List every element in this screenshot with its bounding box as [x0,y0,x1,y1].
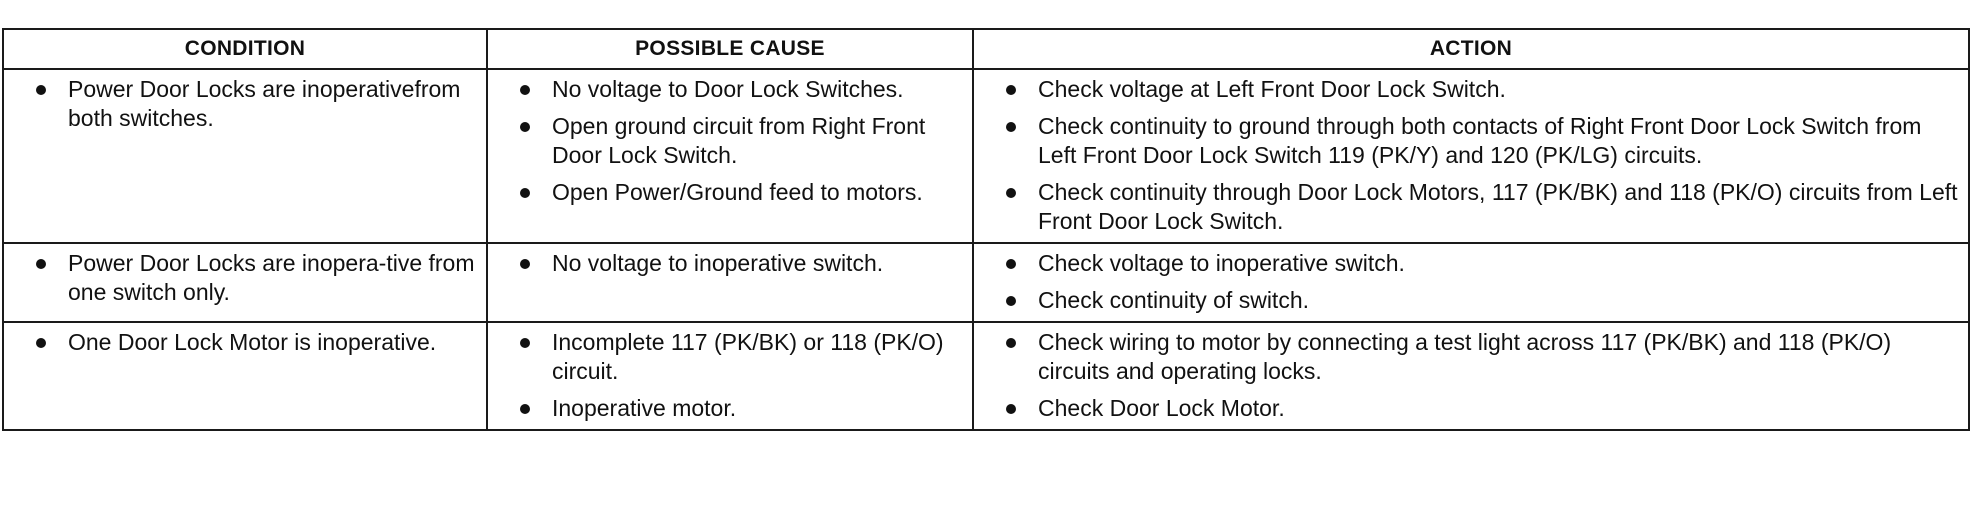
condition-cell [3,243,487,322]
action-item: Check voltage to inoperative switch. [996,249,1960,278]
action-item: Check Door Lock Motor. [996,394,1960,423]
header-action: ACTION [973,29,1969,69]
cause-item: Open Power/Ground feed to motors. [510,178,964,207]
action-cell [973,69,1969,243]
condition-cell [3,322,487,430]
cause-cell [487,322,973,430]
diagnosis-table [2,28,1970,431]
header-possible-cause: POSSIBLE CAUSE [487,29,973,69]
table-header-row [3,29,1969,69]
action-item: Check continuity to ground through both contacts of Right Front Door Lock Switch from Left Front Door Lock Switch 119 (PK/Y) and 120 (PK/LG) circuits. [996,112,1960,170]
condition-item: Power Door Locks are inoperativefrom both switches. [26,75,478,133]
condition-cell [3,69,487,243]
table-row [3,322,1969,430]
action-item: Check voltage at Left Front Door Lock Switch. [996,75,1960,104]
condition-item: Power Door Locks are inopera-tive from one switch only. [26,249,478,307]
action-cell [973,243,1969,322]
cause-item: No voltage to inoperative switch. [510,249,964,278]
cause-cell [487,243,973,322]
action-item: Check wiring to motor by connecting a test light across 117 (PK/BK) and 118 (PK/O) circuits and operating locks. [996,328,1960,386]
cause-item: Open ground circuit from Right Front Door Lock Switch. [510,112,964,170]
header-condition: CONDITION [3,29,487,69]
action-item: Check continuity through Door Lock Motors, 117 (PK/BK) and 118 (PK/O) circuits from Left Front Door Lock Switch. [996,178,1960,236]
action-cell [973,322,1969,430]
cause-item: Incomplete 117 (PK/BK) or 118 (PK/O) circuit. [510,328,964,386]
table-row [3,69,1969,243]
cause-cell [487,69,973,243]
table-row [3,243,1969,322]
cause-item: Inoperative motor. [510,394,964,423]
action-item: Check continuity of switch. [996,286,1960,315]
cause-item: No voltage to Door Lock Switches. [510,75,964,104]
condition-item: One Door Lock Motor is inoperative. [26,328,478,357]
